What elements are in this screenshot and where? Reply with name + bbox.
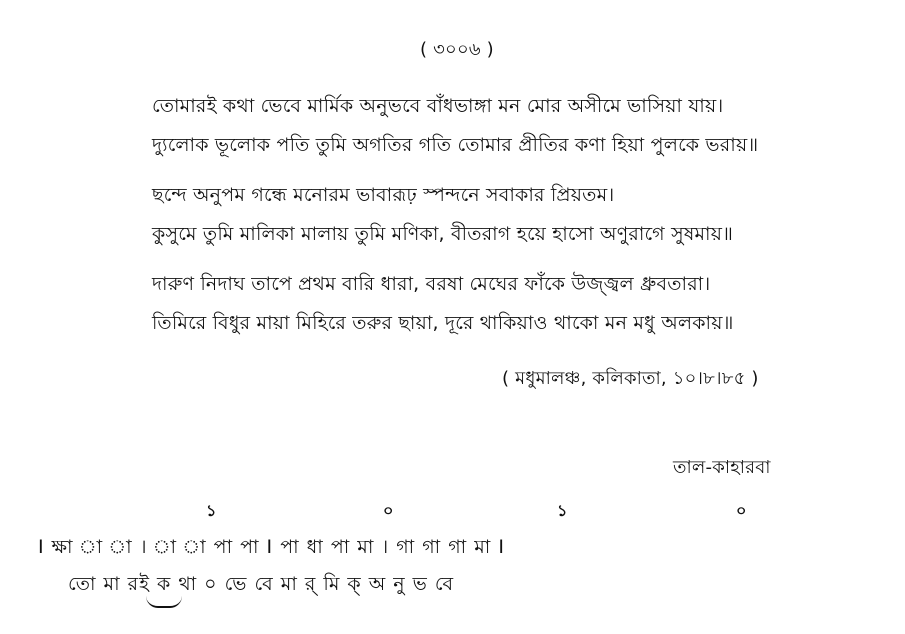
swara-notation-line: I ক্ষা া া । া া পা পা I পা ধা পা মা । গা গা গা মা I [38, 536, 505, 558]
source-citation: ( মধুমালঞ্চ, কলিকাতা, ১০।৮।৮৫ ) [502, 368, 759, 389]
lyric-line-4: কুসুমে তুমি মালিকা মালায় তুমি মণিকা, বীতরাগ হয়ে হাসো অণুরাগে সুষমায়॥ [152, 223, 734, 245]
lyric-line-6: তিমিরে বিধুর মায়া মিহিরে তরুর ছায়া, দূরে থাকিয়াও থাকো মন মধু অলকায়॥ [152, 312, 734, 334]
tala-label: তাল-কাহারবা [673, 457, 771, 478]
song-number: ( ৩০০৬ ) [420, 39, 494, 60]
beat-mark-2: ০ [383, 501, 394, 520]
beat-mark-4: ০ [736, 501, 747, 520]
lyric-line-2: দ্যুলোক ভূলোক পতি তুমি অগতির গতি তোমার প্রীতির কণা হিয়া পুলকে ভরায়॥ [152, 134, 759, 156]
beat-mark-1: ১ [206, 501, 217, 520]
beat-mark-3: ১ [557, 501, 568, 520]
slur-arc [146, 596, 182, 608]
lyric-line-5: দারুণ নিদাঘ তাপে প্রথম বারি ধারা, বরষা মেঘের ফাঁকে উজ্জ্বল ধ্রুবতারা। [152, 273, 711, 295]
lyric-line-3: ছন্দে অনুপম গন্ধে মনোরম ভাবারূঢ় স্পন্দনে সবাকার প্রিয়তম। [152, 184, 615, 206]
notation-lyrics-line: তো মা রই ক থা ০ ভে বে মা র্ মি ক্ অ নু ভ বে [68, 573, 455, 595]
lyric-line-1: তোমারই কথা ভেবে মার্মিক অনুভবে বাঁধভাঙ্গা মন মোর অসীমে ভাসিয়া যায়। [152, 95, 724, 117]
